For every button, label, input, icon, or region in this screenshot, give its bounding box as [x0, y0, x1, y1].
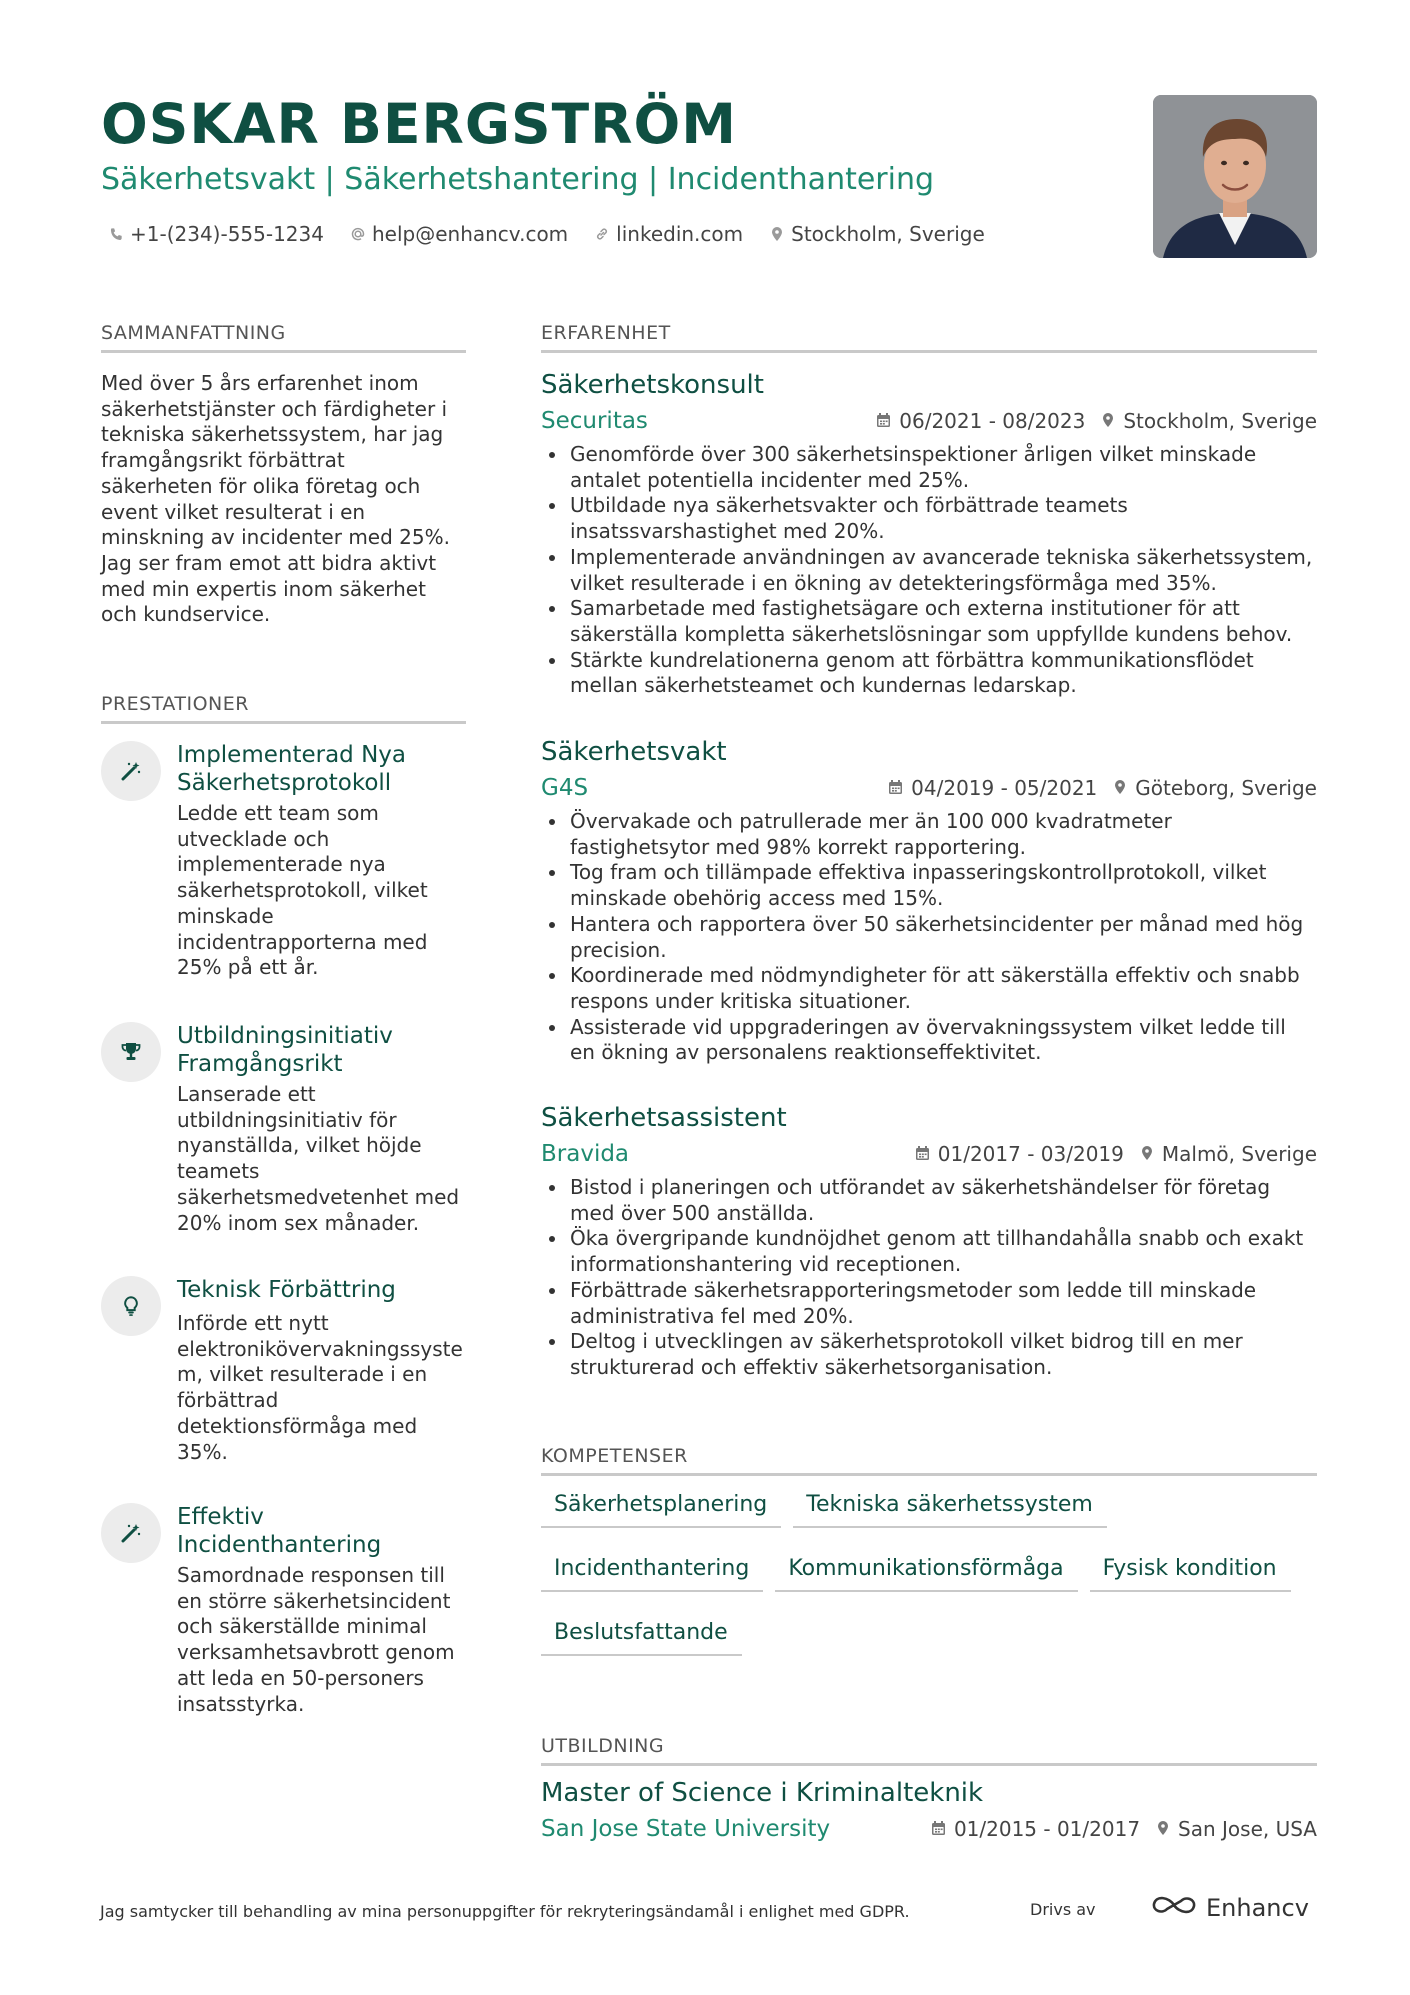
calendar-icon	[876, 409, 891, 433]
contact-phone	[108, 220, 324, 248]
contact-location	[769, 220, 985, 248]
list-item: Stärkte kundrelationerna genom att förbättra kommunikationsflödet mellan säkerhetsteamet och kundernas ledarskap.	[541, 648, 1317, 699]
experience-entry	[541, 368, 1317, 699]
location-pin-icon	[1156, 1817, 1170, 1841]
calendar-icon	[915, 1142, 930, 1166]
list-item: Övervakade och patrullerade mer än 100 000 kvadratmeter fastighetsytor med 98% korrekt rapportering.	[541, 809, 1317, 860]
list-item: Utbildade nya säkerhetsvakter och förbättrade teamets insatssvarshastighet med 20%.	[541, 493, 1317, 544]
job-location-text: Stockholm, Sverige	[1123, 409, 1317, 433]
job-title: Säkerhetsassistent	[541, 1103, 787, 1133]
job-bullets	[541, 1175, 1317, 1381]
contact-email[interactable]	[350, 220, 568, 248]
magic-wand-icon	[101, 741, 161, 801]
skills-list	[541, 1490, 1317, 1656]
calendar-icon	[888, 776, 903, 800]
at-icon	[350, 226, 366, 242]
section-title-skills: KOMPETENSER	[541, 1443, 1317, 1476]
list-item: Implementerade användningen av avancerade tekniska säkerhetssystem, vilket resulterade i en ökning av detekteringsförmåga med 35%.	[541, 545, 1317, 596]
company-name: Securitas	[541, 408, 648, 434]
job-title: Säkerhetsvakt	[541, 737, 727, 767]
location-pin-icon	[1113, 776, 1127, 800]
trophy-icon	[101, 1022, 161, 1082]
calendar-icon	[931, 1817, 946, 1841]
skill-tag: Fysisk kondition	[1090, 1554, 1291, 1592]
job-dates-text: 01/2017 - 03/2019	[937, 1142, 1124, 1166]
list-item: Hantera och rapportera över 50 säkerhetsincidenter per månad med hög precision.	[541, 912, 1317, 963]
job-location-text: Göteborg, Sverige	[1135, 776, 1317, 800]
experience-entry	[541, 735, 1317, 1066]
list-item: Deltog i utvecklingen av säkerhetsprotokoll vilket bidrog till en mer strukturerad och effektiv säkerhetsorganisation.	[541, 1329, 1317, 1380]
lightbulb-icon	[101, 1276, 161, 1336]
skill-tag: Incidenthantering	[541, 1554, 763, 1592]
skill-tag: Säkerhetsplanering	[541, 1490, 781, 1528]
job-dates	[888, 776, 1097, 800]
contact-phone-text: +1-(234)-555-1234	[130, 222, 324, 246]
job-bullets	[541, 809, 1317, 1066]
school-name: San Jose State University	[541, 1816, 831, 1842]
section-title-summary: SAMMANFATTNING	[101, 320, 466, 353]
achievement-title: Implementerad Nya Säkerhetsprotokoll	[177, 742, 407, 796]
gdpr-consent: Jag samtycker till behandling av mina personuppgifter för rekryteringsändamål i enlighet med GDPR.	[100, 1902, 910, 1921]
job-location-text: Malmö, Sverige	[1161, 1142, 1317, 1166]
brand-name: Enhancv	[1206, 1894, 1309, 1922]
skill-tag: Tekniska säkerhetssystem	[793, 1490, 1107, 1528]
location-pin-icon	[1101, 409, 1115, 433]
list-item: Bistod i planeringen och utförandet av säkerhetshändelser för företag med över 500 anställda.	[541, 1175, 1317, 1226]
section-title-experience: ERFARENHET	[541, 320, 1317, 353]
powered-by-label: Drivs av	[1030, 1900, 1096, 1919]
achievement-description: Ledde ett team som utvecklade och implementerade nya säkerhetsprotokoll, vilket minskade incidentrapporterna med 25% på ett år.	[177, 801, 428, 980]
achievement-title: Utbildningsinitiativ Framgångsrikt	[177, 1023, 393, 1077]
infinity-logo-icon	[1150, 1893, 1198, 1923]
achievement-description: Samordnade responsen till en större säkerhetsincident och säkerställde minimal verksamhetsavbrott genom att leda en 50-personers insatsstyrka.	[177, 1563, 455, 1716]
profile-photo	[1153, 95, 1317, 258]
education-dates-text: 01/2015 - 01/2017	[953, 1817, 1141, 1841]
achievement-description: Införde ett nytt elektronikövervakningssyste m, vilket resulterade i en förbättrad detektionsförmåga med 35%.	[177, 1311, 463, 1464]
experience-entry	[541, 1101, 1317, 1381]
education-location	[1156, 1817, 1317, 1841]
company-name: G4S	[541, 775, 589, 801]
job-title: Säkerhetskonsult	[541, 370, 764, 400]
skill-tag: Kommunikationsförmåga	[775, 1554, 1077, 1592]
education-entry	[541, 1776, 1317, 1846]
job-location	[1113, 776, 1317, 800]
degree-title: Master of Science i Kriminalteknik	[541, 1778, 984, 1808]
job-bullets	[541, 442, 1317, 699]
achievement-title: Effektiv Incidenthantering	[177, 1504, 382, 1558]
phone-icon	[108, 226, 124, 242]
candidate-tagline: Säkerhetsvakt | Säkerhetshantering | Incidenthantering	[101, 162, 935, 197]
list-item: Samarbetade med fastighetsägare och externa institutioner för att säkerställa kompletta säkerhetslösningar som uppfyllde kundens behov.	[541, 596, 1317, 647]
achievement-title: Teknisk Förbättring	[177, 1277, 396, 1303]
brand-logo[interactable]	[1150, 1893, 1309, 1923]
education-location-text: San Jose, USA	[1178, 1817, 1317, 1841]
list-item: Koordinerade med nödmyndigheter för att säkerställa effektiv och snabb respons under kritiska situationer.	[541, 963, 1317, 1014]
candidate-name: OSKAR BERGSTRÖM	[101, 92, 738, 156]
skill-tag: Beslutsfattande	[541, 1618, 742, 1656]
list-item: Tog fram och tillämpade effektiva inpasseringskontrollprotokoll, vilket minskade obehörig access med 15%.	[541, 860, 1317, 911]
job-dates	[876, 409, 1085, 433]
contact-bar	[108, 220, 985, 248]
job-dates-text: 06/2021 - 08/2023	[899, 409, 1086, 433]
job-location	[1101, 409, 1317, 433]
contact-linkedin-text: linkedin.com	[616, 222, 744, 246]
education-dates	[931, 1817, 1140, 1841]
list-item: Öka övergripande kundnöjdhet genom att tillhandahålla snabb och exakt informationshantering vid receptionen.	[541, 1226, 1317, 1277]
magic-wand-icon	[101, 1503, 161, 1563]
company-name: Bravida	[541, 1141, 630, 1167]
section-title-achievements: PRESTATIONER	[101, 691, 466, 724]
location-pin-icon	[769, 226, 785, 242]
list-item: Förbättrade säkerhetsrapporteringsmetoder som ledde till minskade administrativa fel med 20%.	[541, 1278, 1317, 1329]
contact-linkedin[interactable]	[594, 220, 743, 248]
summary-text: Med över 5 års erfarenhet inom säkerhetstjänster och färdigheter i tekniska säkerhetssystem, har jag framgångsrikt förbättrat säkerheten för olika företag och event vilket resulterat i en minskning av incidenter med 25%. Jag ser fram emot att bidra aktivt med min expertis inom säkerhet och kundservice.	[101, 371, 450, 627]
contact-email-text: help@enhancv.com	[371, 222, 569, 246]
link-icon	[594, 226, 610, 242]
contact-location-text: Stockholm, Sverige	[791, 222, 985, 246]
job-location	[1140, 1142, 1317, 1166]
list-item: Genomförde över 300 säkerhetsinspektioner årligen vilket minskade antalet potentiella incidenter med 25%.	[541, 442, 1317, 493]
achievement-description: Lanserade ett utbildningsinitiativ för nyanställda, vilket höjde teamets säkerhetsmedvetenhet med 20% inom sex månader.	[177, 1082, 460, 1235]
section-title-education: UTBILDNING	[541, 1733, 1317, 1766]
job-dates-text: 04/2019 - 05/2021	[911, 776, 1098, 800]
location-pin-icon	[1140, 1142, 1154, 1166]
list-item: Assisterade vid uppgraderingen av övervakningssystem vilket ledde till en ökning av personalens reaktionseffektivitet.	[541, 1015, 1317, 1066]
job-dates	[915, 1142, 1124, 1166]
